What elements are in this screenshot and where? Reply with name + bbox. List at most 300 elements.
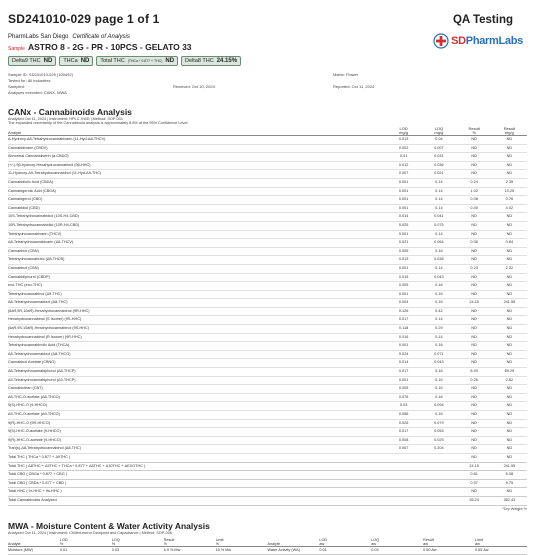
cell-analyte: Hexahydrocannabinol (S Isomer) (9S-HHC) [8,316,386,325]
mwa-col-result: Result % [164,537,216,547]
badge-delta8-thc [181,56,241,66]
cell-analyte: Total THC ( Δ8THC + Δ9THC + THCa * 0.877 + Δ8THC + Δ10THC + ΔEXOTHC ) [8,462,386,471]
cell-result-pct: ND [457,153,492,162]
cell-loq: 0.16 [421,247,456,256]
cell-loq: 0.14 [421,316,456,325]
cell-result-mg: ND [492,428,527,437]
cell-result-mg: ND [492,247,527,256]
cell-loq: 0.204 [421,445,456,454]
cell-loq [421,488,456,497]
cell-result-mg: ND [492,411,527,420]
cell-result-pct: ND [457,445,492,454]
mwa-subtitle: Analyzed Oct 11, 2024 | Instrument: Chilled-mirror Dewpoint and Capacitance | Method: SOP-006 [8,530,172,535]
table-row [8,436,527,445]
sample-tag: Sample [8,46,25,52]
col-result-mg: Result mg/g [492,125,527,136]
mwa-cell-lod-2: 0.01 [319,546,371,554]
cell-lod: 0.017 [386,368,421,377]
cell-loq: 0.04 [421,136,456,145]
cell-loq [421,462,456,471]
cell-lod: 0.008 [386,436,421,445]
cell-analyte: Total THC ( THCa * 0.877 + Δ9THC ) [8,453,386,462]
table-row [8,290,527,299]
logo-rest: PharmLabs [465,35,523,47]
cell-loq: 0.036 [421,161,456,170]
meta-received: Received: Oct 10, 2024 [173,84,215,89]
cell-lod: 0.067 [386,445,421,454]
cell-lod: 0.017 [386,316,421,325]
cell-lod: 0.026 [386,419,421,428]
cell-result-mg: ND [492,307,527,316]
cell-lod: 0.126 [386,307,421,316]
cell-result-mg: ND [492,230,527,239]
cell-analyte: Cannabidiol (CBD) [8,204,386,213]
cell-loq: 0.42 [421,307,456,316]
total-row [8,453,527,462]
table-row [8,325,527,334]
cell-analyte: 9(S)-HHC-O-acetate (9-HHCO) [8,428,386,437]
cell-loq: 0.14 [421,230,456,239]
cell-result-mg: ND [492,445,527,454]
cell-result-mg: ND [492,342,527,351]
cell-result-pct: ND [457,488,492,497]
cell-result-mg: 2.32 [492,264,527,273]
cell-result-pct: 1.02 [457,187,492,196]
cell-loq: 0.031 [421,153,456,162]
cell-result-mg: ND [492,436,527,445]
table-row [8,385,527,394]
cell-lod [386,496,421,505]
cell-loq: 0.16 [421,290,456,299]
cell-analyte: Total HHC ( 9r-HHC + 9s-HHC ) [8,488,386,497]
cell-result-mg: 0.76 [492,196,527,205]
table-row [8,204,527,213]
cell-result-pct: ND [457,428,492,437]
cell-result-pct: 24.15 [457,462,492,471]
mwa-cell-loq: 0.03 [112,546,164,554]
cell-result-pct: ND [457,307,492,316]
cell-analyte: Cannabigerol (CBG) [8,196,386,205]
cell-lod [386,479,421,488]
mwa-header [8,537,527,547]
table-row [8,161,527,170]
cell-lod: 0.004 [386,299,421,308]
cell-result-pct: ND [457,230,492,239]
cell-result-pct: ND [457,325,492,334]
meta-tested-for: Tested for: All Industries [8,78,51,83]
cell-result-mg: ND [492,316,527,325]
cell-result-pct: 0.23 [457,264,492,273]
qa-label: QA Testing [452,14,513,26]
badge-value: ND [43,58,53,64]
cell-result-pct: ND [457,170,492,179]
cell-result-mg: ND [492,393,527,402]
table-row [8,350,527,359]
cell-result-pct: 0.24 [457,178,492,187]
cell-result-mg: ND [492,333,527,342]
badge-value: ND [80,58,90,64]
cell-analyte: Total Cannabinoids Analyzed [8,496,386,505]
cell-analyte: Δ8-Tetrahydrocannabivarin (Δ8-THCV) [8,239,386,248]
cell-loq: 0.071 [421,350,456,359]
logo-sd: SD [451,35,466,47]
cell-lod: 0.001 [386,290,421,299]
cell-analyte: Δ9-THC-O-acetate (Δ9-THCO) [8,411,386,420]
table-row [8,153,527,162]
cell-lod: 0.021 [386,239,421,248]
table-row [8,213,527,222]
cell-result-pct: 0.61 [457,471,492,480]
cell-loq: 0.079 [421,419,456,428]
cell-lod: 0.001 [386,178,421,187]
cell-loq: 0.14 [421,264,456,273]
cell-result-mg: ND [492,153,527,162]
cell-result-mg: 352.43 [492,496,527,505]
cell-result-mg: ND [492,136,527,145]
badge-label: Total THC [100,58,125,64]
cell-loq: 0.16 [421,393,456,402]
mwa-cell-loq-2: 0.03 [371,546,423,554]
cell-loq [421,453,456,462]
table-row [8,342,527,351]
table-row [8,136,527,145]
cell-lod: 0.013 [386,136,421,145]
table-row [8,256,527,265]
mwa-row [8,546,527,554]
cell-analyte: Cannabidivarin (CBDV) [8,144,386,153]
cell-loq: 0.064 [421,239,456,248]
mwa-cell-analyte: Moisture (MW) [8,546,60,554]
table-row [8,273,527,282]
cell-lod: 0.001 [386,230,421,239]
cell-lod: 0.014 [386,213,421,222]
cell-lod: 0.024 [386,350,421,359]
cell-lod: 0.01 [386,153,421,162]
cell-lod: 0.025 [386,221,421,230]
sdpharmlabs-logo [433,33,523,49]
cell-result-mg: ND [492,282,527,291]
cell-lod: 0.005 [386,282,421,291]
meta-sampled: Sampled: [8,84,25,89]
table-row [8,170,527,179]
cell-result-mg: ND [492,325,527,334]
canx-title: CANx - Cannabinoids Analysis [8,107,132,117]
cell-loq: 0.16 [421,368,456,377]
cell-analyte: Cannabinol Acetate (CBNO) [8,359,386,368]
cell-result-mg: ND [492,221,527,230]
cell-analyte: exo-THC (exo-THC) [8,282,386,291]
cell-analyte: Total CBD ( CBDa * 0.877 + CBD ) [8,479,386,488]
cell-result-mg: 9.75 [492,479,527,488]
cell-analyte: 11-Hydroxy-Δ9-Tetrahydrocannabinol (11-Hyd-Δ9-THC) [8,170,386,179]
cell-result-mg: ND [492,290,527,299]
cell-analyte: 9(S)-HHC-O (9-HHCO) [8,402,386,411]
cell-result-pct: ND [457,436,492,445]
cell-result-mg: 6.08 [492,471,527,480]
cell-analyte: Δ8-Tetrahydrocannabinol (Δ8-THCO) [8,350,386,359]
table-row [8,144,527,153]
table-row [8,221,527,230]
cell-result-mg: ND [492,256,527,265]
cell-analyte: Hexahydrocannabinol (R Isomer) (9R-HHC) [8,333,386,342]
cell-result-pct: ND [457,144,492,153]
total-row [8,488,527,497]
cell-lod: 0.014 [386,359,421,368]
table-row [8,376,527,385]
cell-result-mg: ND [492,273,527,282]
cell-result-mg: 241.55 [492,299,527,308]
cell-analyte: 10S-Tetrahydrocannabidiol (10S-H4-CBD) [8,213,386,222]
cell-result-pct: ND [457,273,492,282]
dry-weight-note: *Dry Weight % [502,506,527,511]
table-header [8,125,527,136]
cell-loq [421,479,456,488]
cell-result-pct: 0.26 [457,376,492,385]
cell-analyte: Δ-Hydroxy-Δ8-Tetrahydrocannabivarin (11-Hyd-Δ8-THCV) [8,136,386,145]
cell-result-mg: ND [492,419,527,428]
lab-name: PharmLabs San Diego [8,34,69,40]
cell-analyte: Tran(s)-Δ8-Tetrahydrocannabinol (Δ8-THC) [8,445,386,454]
cell-result-pct: 0.40 [457,204,492,213]
table-row [8,393,527,402]
cell-result-pct: ND [457,411,492,420]
cell-result-pct: 24.15 [457,299,492,308]
cell-result-pct: ND [457,393,492,402]
table-row [8,239,527,248]
table-row [8,187,527,196]
badge-value: ND [165,58,175,64]
cell-lod: 0.001 [386,196,421,205]
logo-text [451,35,523,47]
cannabinoids-table [8,125,527,506]
cell-lod: 0.001 [386,204,421,213]
mwa-table [8,537,527,555]
cell-lod [386,471,421,480]
table-row [8,247,527,256]
cell-result-pct: 0.08 [457,196,492,205]
table-row [8,445,527,454]
cell-loq: 0.025 [421,436,456,445]
cell-analyte: Tetrahydrocannabinolic Acid (THCA) [8,342,386,351]
logo-mark-icon [433,33,449,49]
cell-result-pct: ND [457,342,492,351]
cell-loq: 0.075 [421,221,456,230]
cell-loq: 0.043 [421,359,456,368]
cell-result-mg: 0.84 [492,239,527,248]
cell-loq: 0.007 [421,144,456,153]
cell-analyte: Tetrahydrocannabutol (Δ8-THCB) [8,256,386,265]
badge-label: THCa [63,58,78,64]
mwa-cell-result-2: 0.50 Aw [423,546,475,554]
cell-result-mg: 241.55 [492,462,527,471]
cell-result-mg: ND [492,488,527,497]
cell-result-pct: 35.24 [457,496,492,505]
badge-label: Delta9 THC [12,58,41,64]
badge-value: 24.15% [216,58,238,64]
doc-type: Certificate of Analysis [72,34,130,40]
cell-result-pct: ND [457,221,492,230]
mwa-col-loq-2: LOQ aw [371,537,423,547]
cell-loq: 0.043 [421,273,456,282]
cell-result-mg: 2.62 [492,376,527,385]
cell-result-pct: ND [457,419,492,428]
cell-loq: 0.053 [421,428,456,437]
cell-result-mg: 89.29 [492,368,527,377]
cell-loq [421,496,456,505]
mwa-col-result-2: Result aw [423,537,475,547]
cell-analyte: Δ8-Tetrahydrocannabiphorol (Δ8-THCP) [8,368,386,377]
cell-loq: 0.14 [421,196,456,205]
cell-result-pct: ND [457,402,492,411]
cell-result-pct: ND [457,385,492,394]
cell-analyte: 10R-Tetrahydrocannabidiol (10R-H4-CBD) [8,221,386,230]
cell-analyte: Total CBG ( CBGa * 0.877 + CBG ) [8,471,386,480]
mwa-cell-result: 6.9 % Mw [164,546,216,554]
cell-lod: 0.002 [386,144,421,153]
cell-result-mg: ND [492,144,527,153]
cell-result-pct: ND [457,359,492,368]
badge-label: Delta8 THC [185,58,214,64]
badge-thca [59,56,93,66]
cell-result-mg: 2.35 [492,178,527,187]
cell-result-pct: 8.93 [457,368,492,377]
cell-loq: 0.14 [421,187,456,196]
cell-loq: 0.021 [421,170,456,179]
cell-result-pct: ND [457,316,492,325]
cell-lod: 0.056 [386,411,421,420]
cell-result-pct: ND [457,282,492,291]
col-analyte: Analyte [8,125,386,136]
mwa-cell-lod: 0.01 [60,546,112,554]
cell-analyte: Cannabidiolic Acid (CBDA) [8,178,386,187]
cell-lod [386,462,421,471]
cell-loq [421,471,456,480]
meta-analyses: Analyses executed: CANX, MWA [8,90,67,95]
cell-result-pct: 0.08 [457,239,492,248]
mwa-col-analyte-2: Analyte [267,537,319,547]
table-row [8,428,527,437]
cell-analyte: Δ8-Tetrahydrocannabinol (Δ8-THC) [8,299,386,308]
cell-result-mg: ND [492,402,527,411]
table-row [8,230,527,239]
cell-result-mg: ND [492,359,527,368]
mwa-title: MWA - Moisture Content & Water Activity Analysis [8,520,210,531]
cell-lod: 0.017 [386,428,421,437]
cell-loq: 0.16 [421,299,456,308]
cell-analyte: Cannabinol (CBN) [8,247,386,256]
mwa-col-limit-2: Limit aw [475,537,527,547]
cell-analyte: Cannabinol (CBN) [8,264,386,273]
cell-loq: 0.16 [421,385,456,394]
table-row [8,178,527,187]
sample-meta [8,72,527,95]
cell-lod [386,488,421,497]
cell-lod: 0.016 [386,333,421,342]
cell-result-mg: ND [492,453,527,462]
cell-lod: 0.005 [386,247,421,256]
cell-result-mg: ND [492,170,527,179]
meta-reported: Reported: Oct 11, 2024 [333,84,375,89]
cell-analyte: Cannabicitran (CBT) [8,385,386,394]
cell-analyte: (+/-)-9β-hydroxy-Hexahydrocannabinol (9β-HHC) [8,161,386,170]
mwa-col-analyte: Analyte [8,537,60,547]
badge-delta9-thc [8,56,56,66]
cell-analyte: Δ9-Tetrahydrocannabiphorol (Δ9-THCP) [8,376,386,385]
meta-sample-id: Sample ID: SD241010-029 (100492) [8,72,73,77]
cell-lod: 0.013 [386,256,421,265]
cell-result-mg: 10.25 [492,187,527,196]
cell-lod: 0.076 [386,393,421,402]
mwa-col-lod: LOD % [60,537,112,547]
cell-result-mg: ND [492,213,527,222]
cell-lod: 0.005 [386,385,421,394]
mwa-col-lod-2: LOD aw [319,537,371,547]
cell-result-pct: 0.97 [457,479,492,488]
mwa-cell-limit-2: 0.65 Aw [475,546,527,554]
cell-analyte: Δ8-THC-O-acetate (Δ8-THCO) [8,393,386,402]
cell-analyte: Abnormal Cannabidiverin (a-CBDO) [8,153,386,162]
canx-subtitle-2: The expanded uncertainty of the Cannabinoid analysis is approximately 8.8% at the 95% Confidence Level [8,121,188,125]
cell-analyte: Tetrahydrocannabinol (Δ9-THC) [8,290,386,299]
cell-lod: 0.001 [386,264,421,273]
cell-result-mg: 4.02 [492,204,527,213]
cell-lod [386,453,421,462]
doc-id: SD241010-029 page 1 of 1 [8,12,160,26]
cell-analyte: Tetrahydrocannabivarin (THCV) [8,230,386,239]
cell-lod: 0.007 [386,170,421,179]
table-row [8,359,527,368]
meta-matrix: Matrix: Flower [333,72,359,77]
cell-loq: 0.094 [421,402,456,411]
cell-result-pct: ND [457,136,492,145]
cell-result-pct: ND [457,256,492,265]
cell-analyte: 9(R)-HHC-O-acetate (9-HHCO) [8,436,386,445]
table-row [8,307,527,316]
table-row [8,299,527,308]
mwa-cell-limit: 15 % Mw [216,546,268,554]
cell-lod: 0.03 [386,402,421,411]
mwa-col-loq: LOQ % [112,537,164,547]
cell-loq: 0.038 [421,256,456,265]
cell-loq: 0.16 [421,376,456,385]
table-row [8,264,527,273]
col-lod: LOD mg/g [386,125,421,136]
total-row [8,471,527,480]
cell-loq: 0.14 [421,333,456,342]
cell-result-pct: ND [457,350,492,359]
total-row [8,479,527,488]
table-row [8,333,527,342]
cell-loq: 0.14 [421,178,456,187]
cell-analyte: 9(R)-HHC-O (9R-HHCO) [8,419,386,428]
cell-result-pct: ND [457,453,492,462]
badge-total-thc [96,56,178,66]
cell-loq: 0.16 [421,342,456,351]
potency-badges [8,56,527,66]
sample-name: ASTRO 8 - 2G - PR - 10PCS - GELATO 33 [27,42,192,52]
cell-result-mg: ND [492,385,527,394]
cell-analyte: (6aR,9R,10aR)-Hexahydrocannabinol (9R-HHC) [8,307,386,316]
canx-subtitle-1: Analyzed Oct 11, 2024 | Instrument: HPLC-VWD | Method: SOP-001 [8,117,124,121]
table-row [8,419,527,428]
mwa-col-limit: Limit % [216,537,268,547]
cell-lod: 0.012 [386,161,421,170]
cell-loq: 0.16 [421,411,456,420]
cell-result-mg: ND [492,350,527,359]
col-loq: LOQ mg/g [421,125,456,136]
col-result-pct: Result % [457,125,492,136]
cell-result-pct: ND [457,290,492,299]
